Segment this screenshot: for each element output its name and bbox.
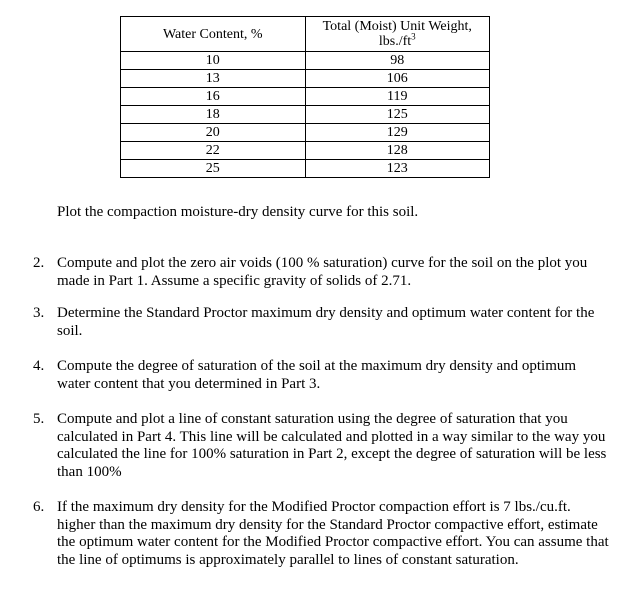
question-number: 4.	[33, 358, 45, 374]
water-content-cell: 16	[121, 88, 306, 106]
table-row	[121, 124, 490, 142]
unit-weight-cell: 98	[305, 52, 489, 70]
water-content-cell: 18	[121, 106, 306, 124]
unit-weight-cell: 125	[305, 106, 489, 124]
question-text: Compute and plot the zero air voids (100 % saturation) curve for the soil on the plot you made in Part 1. Assume a specific gravity of solids of 2.71.	[57, 255, 588, 289]
water-content-cell: 13	[121, 70, 306, 88]
table-row	[121, 142, 490, 160]
question-text: If the maximum dry density for the Modified Proctor compaction effort is 7 lbs./cu.ft. higher than the maximum dry density for the Standard Proctor compactive effort, estimate the optimum water content for the Modified Proctor compactive effort. You can assume that the line of optimums is approximately parallel to lines of constant saturation.	[57, 499, 609, 568]
unit-weight-cell: 123	[305, 160, 489, 178]
data-table	[120, 16, 490, 178]
table-row	[121, 88, 490, 106]
question-number: 3.	[33, 305, 45, 321]
water-content-cell: 10	[121, 52, 306, 70]
table-row	[121, 70, 490, 88]
water-content-cell: 25	[121, 160, 306, 178]
water-content-cell: 20	[121, 124, 306, 142]
question-number: 2.	[33, 255, 45, 271]
unit-weight-cell: 106	[305, 70, 489, 88]
table-row	[121, 160, 490, 178]
plot-instruction: Plot the compaction moisture-dry density curve for this soil.	[57, 204, 419, 220]
question-number: 5.	[33, 411, 45, 427]
question-number: 6.	[33, 499, 45, 515]
question-text: Compute the degree of saturation of the soil at the maximum dry density and optimum water content that you determined in Part 3.	[57, 358, 577, 392]
water-content-cell: 22	[121, 142, 306, 160]
header-water-content: Water Content, %	[121, 17, 306, 52]
table-row	[121, 106, 490, 124]
question-text: Determine the Standard Proctor maximum dry density and optimum water content for the soil.	[57, 305, 595, 339]
unit-weight-cell: 119	[305, 88, 489, 106]
unit-weight-cell: 129	[305, 124, 489, 142]
question-text: Compute and plot a line of constant saturation using the degree of saturation that you calculated in Part 4. This line will be calculated and plotted in a way similar to the way you calculated the line for 100% saturation in Part 2, except the degree of saturation will be less than 100%	[57, 411, 607, 480]
unit-superscript: 3	[411, 31, 416, 42]
header-unit-weight: Total (Moist) Unit Weight, $lbs./ft^3$	[305, 17, 489, 52]
unit-weight-cell: 128	[305, 142, 489, 160]
table-header-row	[121, 17, 490, 52]
table-row	[121, 52, 490, 70]
